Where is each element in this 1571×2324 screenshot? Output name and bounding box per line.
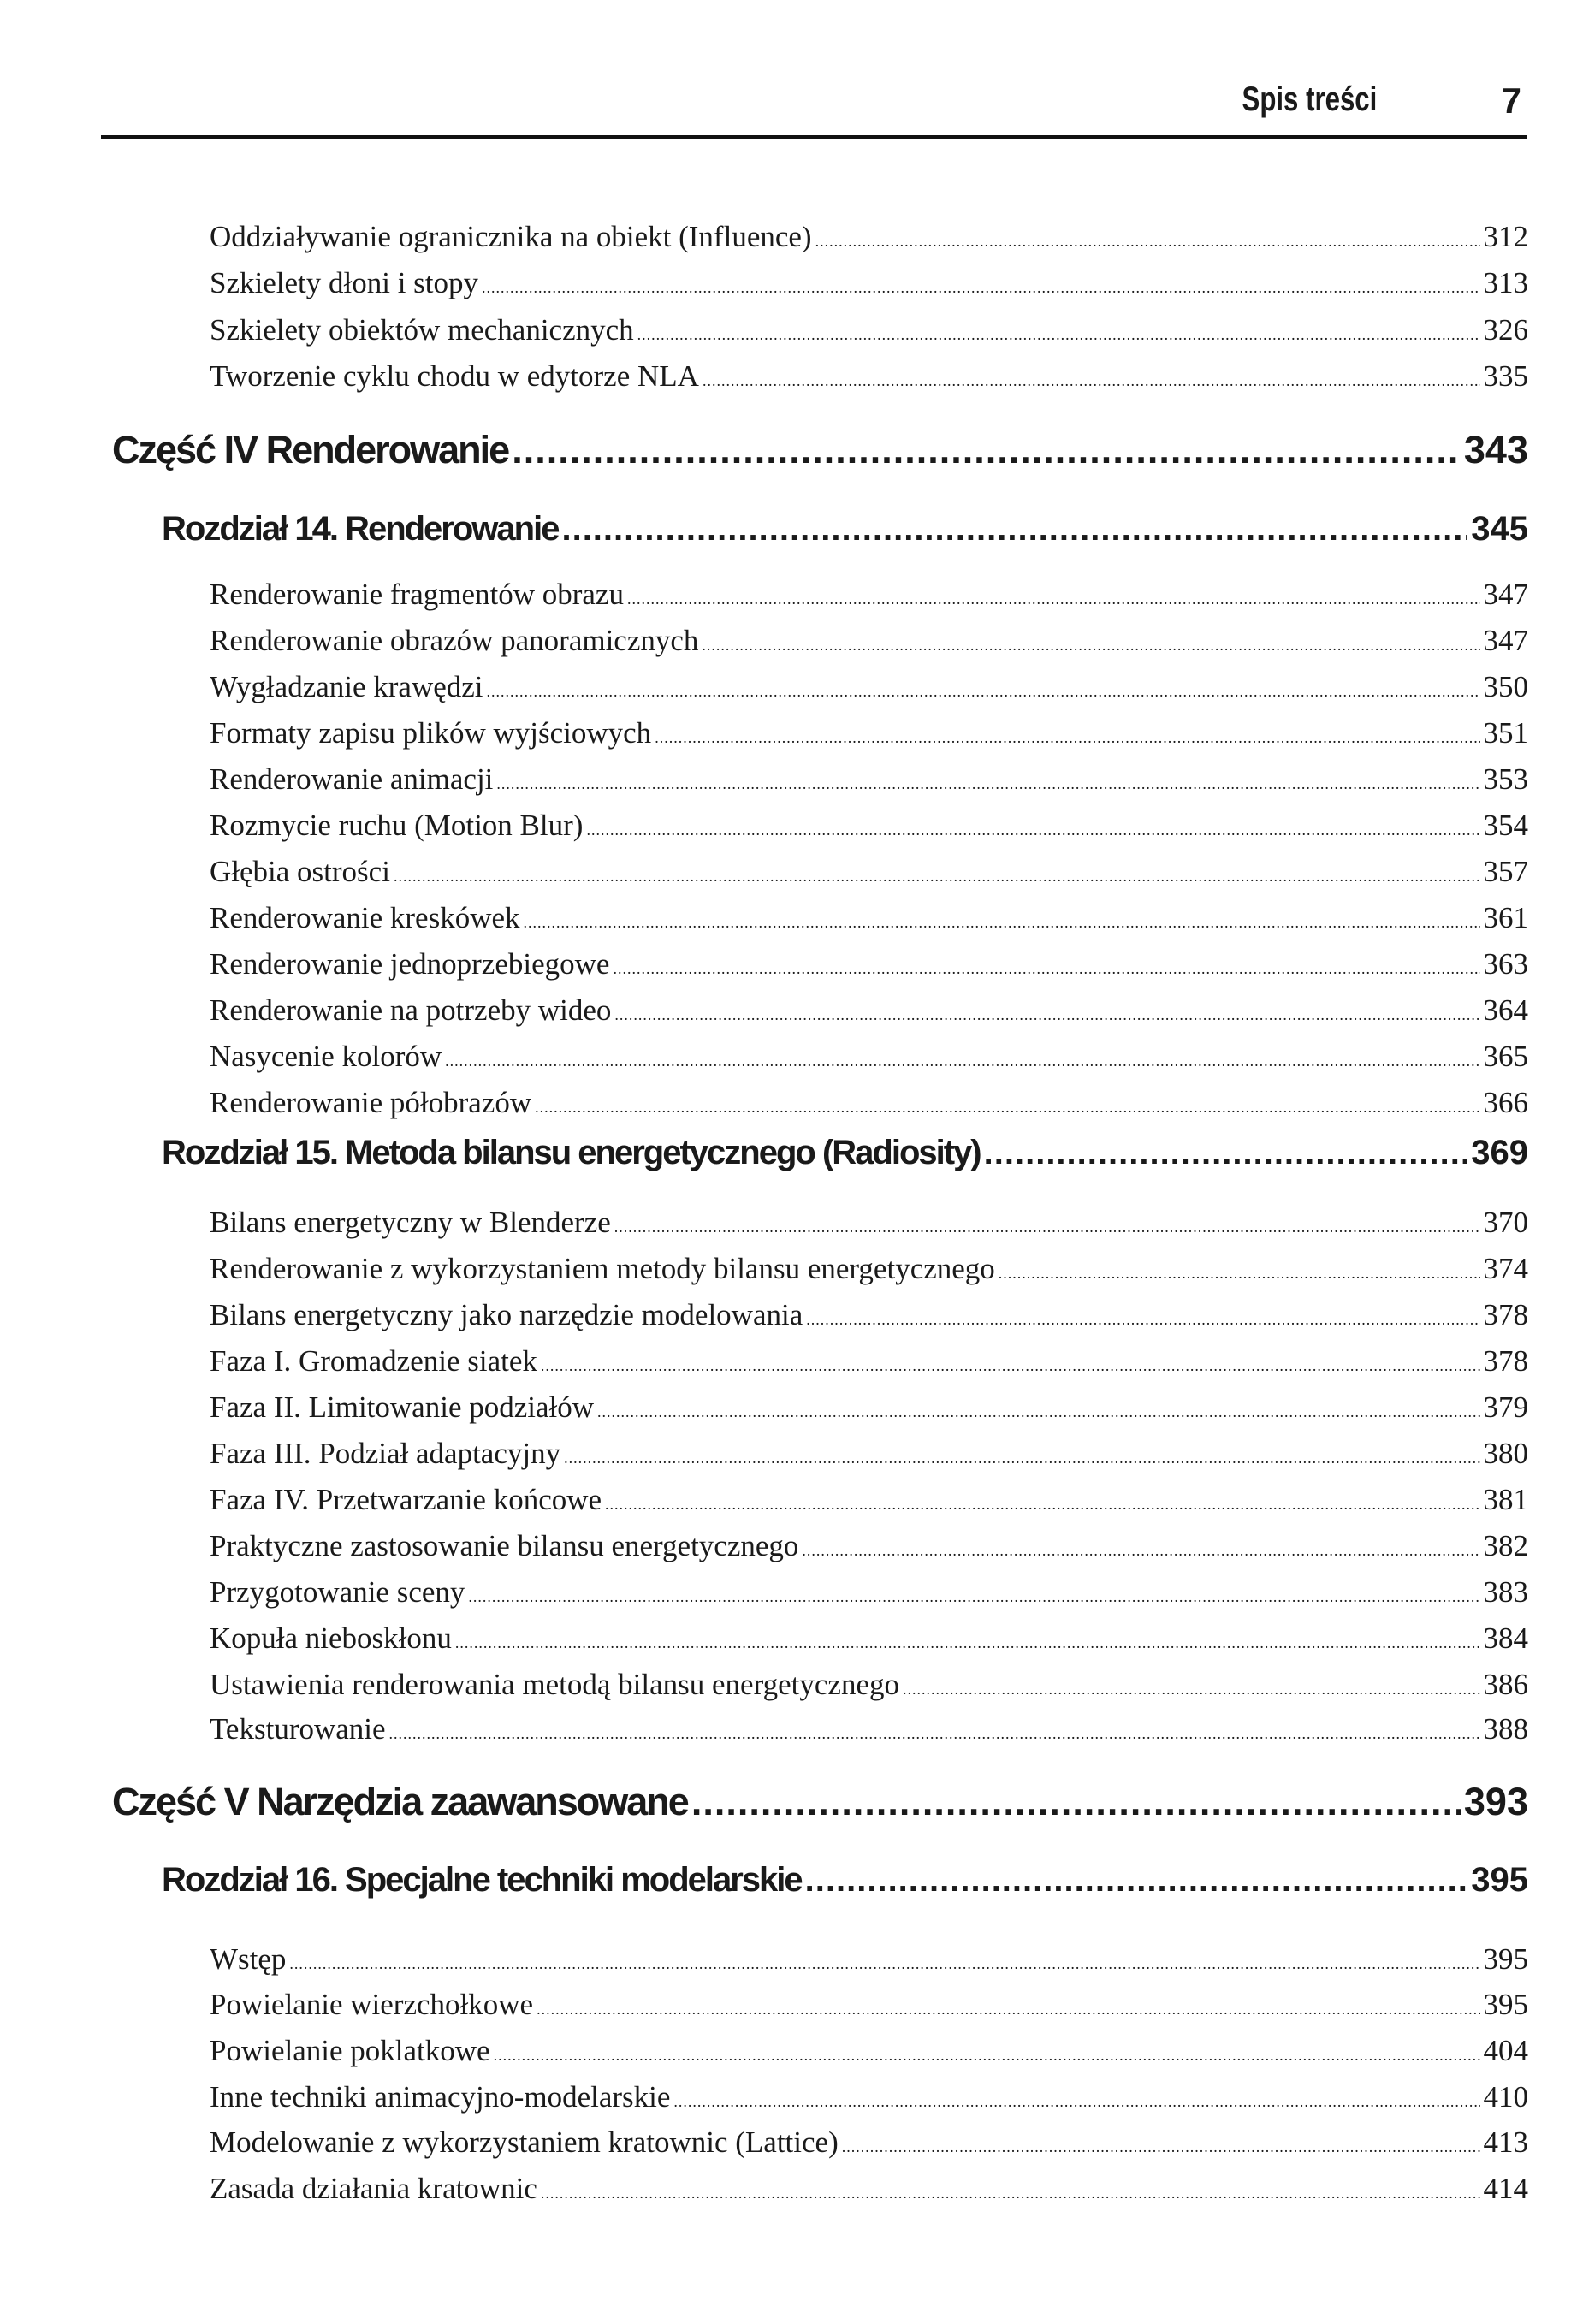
toc-page: 393 — [1463, 1780, 1528, 1823]
toc-page: 313 — [1483, 266, 1528, 299]
toc-page: 354 — [1483, 809, 1528, 842]
toc-title: Praktyczne zastosowanie bilansu energetycznego — [210, 1529, 799, 1562]
dot-leader — [541, 1344, 1480, 1378]
toc-title: Renderowanie jednoprzebiegowe — [210, 947, 610, 981]
dot-leader — [468, 1575, 1479, 1610]
toc-page: 347 — [1483, 624, 1528, 657]
dot-leader — [541, 2172, 1480, 2206]
toc-page: 361 — [1483, 901, 1528, 934]
toc-page: 395 — [1471, 1861, 1528, 1899]
toc-page: 395 — [1483, 1988, 1528, 2021]
toc-entry — [210, 993, 1528, 1036]
dot-leader — [805, 1861, 1468, 1900]
toc-page: 378 — [1483, 1298, 1528, 1331]
toc-title: Bilans energetyczny w Blenderze — [210, 1206, 611, 1239]
toc-page: 410 — [1483, 2080, 1528, 2114]
toc-title: Powielanie wierzchołkowe — [210, 1988, 534, 2021]
dot-leader — [627, 578, 1480, 612]
dot-leader — [605, 1483, 1479, 1517]
toc-page: 335 — [1483, 359, 1528, 393]
dot-leader — [482, 266, 1479, 300]
toc-entry — [210, 359, 1528, 402]
dot-leader — [815, 220, 1480, 254]
toc-entry — [210, 1942, 1528, 1985]
toc-entry — [210, 2125, 1528, 2168]
toc-page: 364 — [1483, 993, 1528, 1027]
toc-title: Renderowanie z wykorzystaniem metody bilansu energetycznego — [210, 1252, 995, 1285]
toc-entry — [210, 716, 1528, 759]
toc-title: Głębia ostrości — [210, 855, 390, 888]
toc-page: 370 — [1483, 1206, 1528, 1239]
toc-entry — [210, 2172, 1528, 2214]
toc-title: Formaty zapisu plików wyjściowych — [210, 716, 652, 750]
toc-entry — [210, 947, 1528, 990]
toc-entry — [210, 1040, 1528, 1082]
dot-leader — [637, 313, 1480, 347]
toc-title: Renderowanie obrazów panoramicznych — [210, 624, 699, 657]
toc-entry — [210, 762, 1528, 805]
toc-title: Nasycenie kolorów — [210, 1040, 442, 1073]
toc-page: 378 — [1483, 1344, 1528, 1378]
toc-title: Renderowanie fragmentów obrazu — [210, 578, 624, 611]
toc-page: 395 — [1483, 1942, 1528, 1976]
toc-entry — [210, 670, 1528, 713]
dot-leader — [802, 1529, 1479, 1563]
toc-title: Wygładzanie krawędzi — [210, 670, 483, 703]
dot-leader — [903, 1668, 1480, 1702]
toc-page: 347 — [1483, 578, 1528, 611]
toc-page: 379 — [1483, 1390, 1528, 1424]
dot-leader — [455, 1621, 1480, 1656]
dot-leader — [703, 359, 1480, 394]
toc-page: 374 — [1483, 1252, 1528, 1285]
toc-entry — [210, 266, 1528, 309]
dot-leader — [535, 1086, 1479, 1120]
toc-page: 413 — [1483, 2125, 1528, 2159]
toc-page: 384 — [1483, 1621, 1528, 1655]
toc-title: Rozdział 15. Metoda bilansu energetycznego (Radiosity) — [162, 1134, 981, 1171]
page-number: 7 — [1501, 80, 1521, 121]
toc-page: 345 — [1471, 510, 1528, 548]
toc-page: 388 — [1483, 1712, 1528, 1746]
toc-title: Renderowanie kreskówek — [210, 901, 520, 934]
toc-page: 350 — [1483, 670, 1528, 703]
toc-page: 382 — [1483, 1529, 1528, 1562]
toc-title: Rozdział 14. Renderowanie — [162, 510, 559, 548]
toc-entry — [210, 1390, 1528, 1433]
toc-entry — [210, 1206, 1528, 1248]
dot-leader — [445, 1040, 1479, 1074]
toc-title: Faza III. Podział adaptacyjny — [210, 1437, 561, 1470]
running-header-title: Spis treści — [1242, 80, 1377, 118]
dot-leader — [496, 762, 1479, 797]
toc-entry — [210, 2080, 1528, 2123]
toc-part-heading — [112, 428, 1528, 472]
toc-title: Inne techniki animacyjno-modelarskie — [210, 2080, 671, 2114]
toc-part-heading — [112, 1780, 1528, 1824]
toc-entry — [210, 1668, 1528, 1710]
toc-page: 343 — [1463, 428, 1528, 471]
toc-entry — [210, 1988, 1528, 2031]
toc-page: 357 — [1483, 855, 1528, 888]
dot-leader — [999, 1252, 1480, 1286]
dot-leader — [389, 1712, 1480, 1746]
toc-title: Zasada działania kratownic — [210, 2172, 537, 2205]
dot-leader — [289, 1942, 1479, 1977]
toc-title: Rozdział 16. Specjalne techniki modelarskie — [162, 1861, 802, 1899]
toc-title: Kopuła nieboskłonu — [210, 1621, 452, 1655]
dot-leader — [702, 624, 1479, 658]
toc-page: 353 — [1483, 762, 1528, 796]
dot-leader — [691, 1780, 1461, 1824]
toc-title: Renderowanie na potrzeby wideo — [210, 993, 612, 1027]
toc-page: 404 — [1483, 2034, 1528, 2067]
dot-leader — [586, 809, 1479, 843]
dot-leader — [564, 1437, 1479, 1471]
dot-leader — [614, 993, 1479, 1028]
dot-leader — [655, 716, 1479, 750]
dot-leader — [394, 855, 1480, 889]
toc-title: Tworzenie cyklu chodu w edytorze NLA — [210, 359, 699, 393]
toc-entry — [210, 1437, 1528, 1479]
toc-title: Modelowanie z wykorzystaniem kratownic (Lattice) — [210, 2125, 839, 2159]
toc-title: Rozmycie ruchu (Motion Blur) — [210, 809, 584, 842]
toc-entry — [210, 1298, 1528, 1341]
dot-leader — [494, 2034, 1480, 2068]
toc-page: 414 — [1483, 2172, 1528, 2205]
dot-leader — [487, 670, 1480, 704]
toc-entry — [210, 809, 1528, 851]
toc-title: Renderowanie animacji — [210, 762, 494, 796]
toc-entry — [210, 1086, 1528, 1129]
dot-leader — [561, 510, 1467, 548]
dot-leader — [613, 947, 1479, 981]
toc-entry — [210, 1529, 1528, 1572]
toc-title: Powielanie poklatkowe — [210, 2034, 490, 2067]
toc-entry — [210, 1483, 1528, 1526]
toc-entry — [210, 1621, 1528, 1664]
dot-leader — [512, 428, 1461, 472]
dot-leader — [614, 1206, 1480, 1240]
dot-leader — [537, 1988, 1479, 2022]
toc-chapter-heading — [162, 1134, 1528, 1172]
toc-entry — [210, 901, 1528, 944]
toc-title: Faza I. Gromadzenie siatek — [210, 1344, 537, 1378]
dot-leader — [842, 2125, 1480, 2160]
running-header — [101, 75, 1527, 139]
toc-entry — [210, 624, 1528, 667]
toc-title: Ustawienia renderowania metodą bilansu energetycznego — [210, 1668, 899, 1701]
toc-title: Część IV Renderowanie — [112, 428, 509, 471]
toc-page: 369 — [1471, 1134, 1528, 1171]
dot-leader — [597, 1390, 1479, 1425]
toc-chapter-heading — [162, 1861, 1528, 1900]
toc-entry — [210, 1575, 1528, 1618]
toc-title: Renderowanie półobrazów — [210, 1086, 532, 1119]
toc-entry — [210, 313, 1528, 356]
toc-title: Faza II. Limitowanie podziałów — [210, 1390, 595, 1424]
toc-title: Faza IV. Przetwarzanie końcowe — [210, 1483, 602, 1516]
dot-leader — [806, 1298, 1479, 1332]
toc-entry — [210, 1712, 1528, 1755]
toc-chapter-heading — [162, 510, 1528, 548]
toc-entry — [210, 1344, 1528, 1387]
dot-leader — [984, 1134, 1468, 1172]
toc-entry — [210, 578, 1528, 620]
toc-page: 383 — [1483, 1575, 1528, 1609]
toc-page: 380 — [1483, 1437, 1528, 1470]
toc-page: 366 — [1483, 1086, 1528, 1119]
toc-page: 386 — [1483, 1668, 1528, 1701]
toc-title: Oddziaływanie ogranicznika na obiekt (Influence) — [210, 220, 812, 253]
toc-page: 381 — [1483, 1483, 1528, 1516]
toc-entry — [210, 1252, 1528, 1295]
toc-title: Wstęp — [210, 1942, 287, 1976]
dot-leader — [673, 2080, 1479, 2114]
toc-title: Bilans energetyczny jako narzędzie modelowania — [210, 1298, 803, 1331]
toc-page: 365 — [1483, 1040, 1528, 1073]
toc-title: Przygotowanie sceny — [210, 1575, 465, 1609]
toc-entry — [210, 855, 1528, 898]
toc-page: 326 — [1483, 313, 1528, 347]
toc-page: 363 — [1483, 947, 1528, 981]
toc-title: Szkielety obiektów mechanicznych — [210, 313, 634, 347]
toc-page: 312 — [1483, 220, 1528, 253]
toc-title: Część V Narzędzia zaawansowane — [112, 1780, 688, 1823]
toc-title: Teksturowanie — [210, 1712, 386, 1746]
toc-title: Szkielety dłoni i stopy — [210, 266, 479, 299]
dot-leader — [524, 901, 1480, 935]
toc-entry — [210, 2034, 1528, 2077]
toc-entry — [210, 220, 1528, 263]
toc-page: 351 — [1483, 716, 1528, 750]
